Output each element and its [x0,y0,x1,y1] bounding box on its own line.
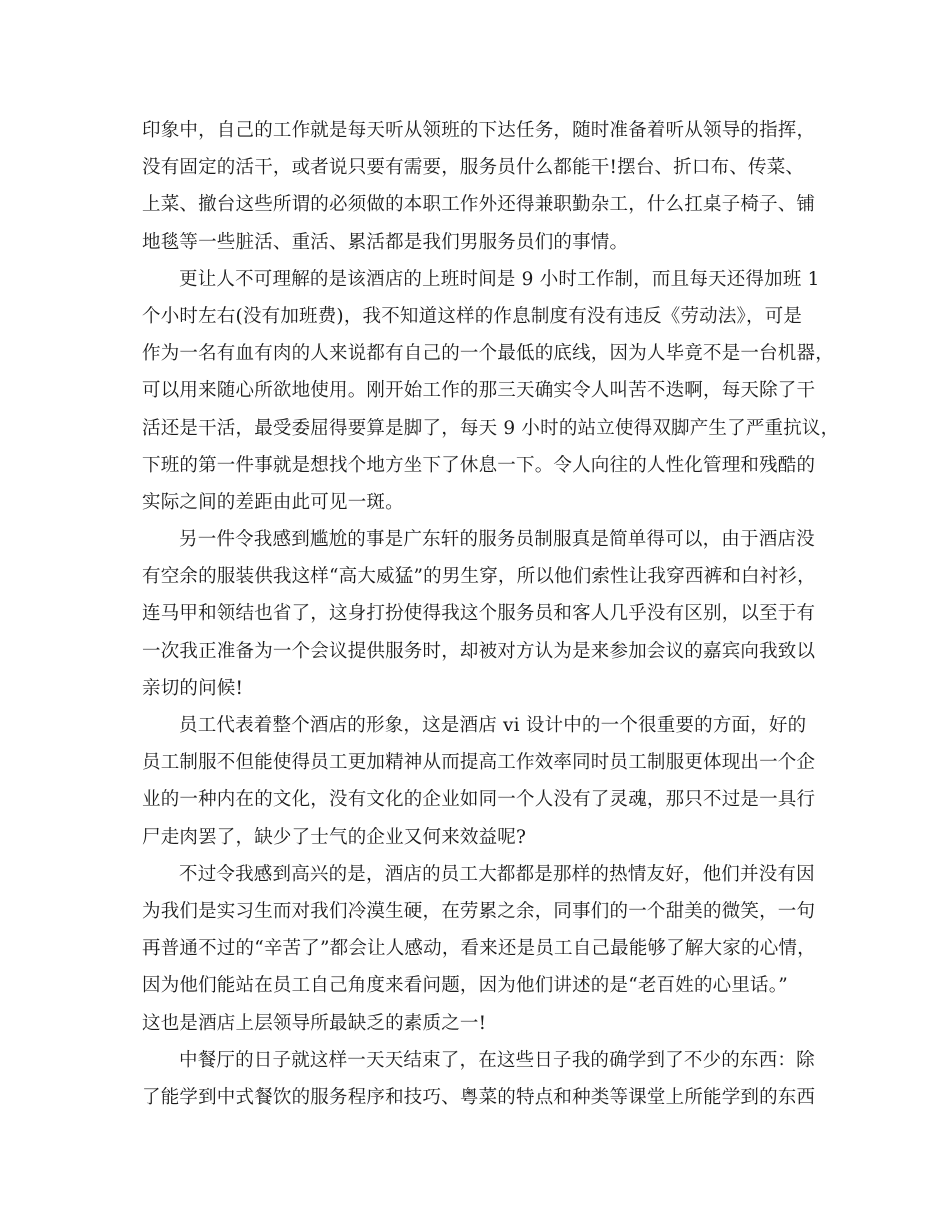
paragraph-start-line: 更让人不可理解的是该酒店的上班时间是 9 小时工作制，而且每天还得加班 1 [179,268,820,290]
text-line: 尸走肉罢了，缺少了士气的企业又何来效益呢? [142,826,527,848]
text-line: 了能学到中式餐饮的服务程序和技巧、粤菜的特点和种类等课堂上所能学到的东西 [142,1086,816,1108]
text-line: 亲切的问候! [142,677,244,699]
text-line: 下班的第一件事就是想找个地方坐下了休息一下。令人向往的人性化管理和残酷的 [142,454,816,476]
paragraph-start-line: 另一件令我感到尴尬的事是广东轩的服务员制服真是简单得可以，由于酒店没 [179,529,815,551]
text-line: 印象中，自己的工作就是每天听从领班的下达任务，随时准备着听从领导的指挥， [142,120,816,141]
text-line: 没有固定的活干，或者说只要有需要，服务员什么都能干!摆台、折口布、传菜、 [142,157,805,179]
text-line: 上菜、撤台这些所谓的必须做的本职工作外还得兼职勤杂工，什么扛桌子椅子、铺 [142,194,816,216]
text-line: 地毯等一些脏活、重活、累活都是我们男服务员们的事情。 [142,231,629,253]
text-line: 一次我正准备为一个会议提供服务时，却被对方认为是来参加会议的嘉宾向我致以 [142,640,816,662]
text-line: 个小时左右(没有加班费)，我不知道这样的作息制度有没有违反《劳动法》，可是 [142,305,803,327]
text-line: 实际之间的差距由此可见一斑。 [142,491,404,513]
text-line: 员工制服不但能使得员工更加精神从而提高工作效率同时员工制服更体现出一个企 [142,752,816,774]
text-line: 作为一名有血有肉的人来说都有自己的一个最低的底线，因为人毕竟不是一台机器， [142,343,834,365]
paragraph-start-line: 中餐厅的日子就这样一天天结束了，在这些日子我的确学到了不少的东西：除 [179,1049,815,1071]
text-line: 连马甲和领结也省了，这身打扮使得我这个服务员和客人几乎没有区别，以至于有 [142,603,816,625]
text-line: 再普通不过的“辛苦了”都会让人感动，看来还是员工自己最能够了解大家的心情， [142,938,816,960]
text-line: 可以用来随心所欲地使用。刚开始工作的那三天确实令人叫苦不迭啊，每天除了干 [142,380,816,402]
paragraph-start-line: 不过令我感到高兴的是，酒店的员工大都都是那样的热情友好，他们并没有因 [179,863,815,885]
text-line: 活还是干活，最受委屈得要算是脚了，每天 9 小时的站立使得双脚产生了严重抗议， [142,417,840,439]
text-line: 这也是酒店上层领导所最缺乏的素质之一! [142,1012,487,1034]
text-line: 有空余的服装供我这样“高大威猛”的男生穿，所以他们索性让我穿西裤和白衬衫， [142,566,816,588]
body-text [142,112,840,1116]
text-line: 业的一种内在的文化，没有文化的企业如同一个人没有了灵魂，那只不过是一具行 [142,789,816,811]
paragraph-start-line: 员工代表着整个酒店的形象，这是酒店 vi 设计中的一个很重要的方面，好的 [179,715,807,736]
text-line: 因为他们能站在员工自己角度来看问题，因为他们讲述的是“老百姓的心里话。” [142,975,788,997]
text-line: 为我们是实习生而对我们冷漠生硬，在劳累之余，同事们的一个甜美的微笑，一句 [142,900,816,922]
